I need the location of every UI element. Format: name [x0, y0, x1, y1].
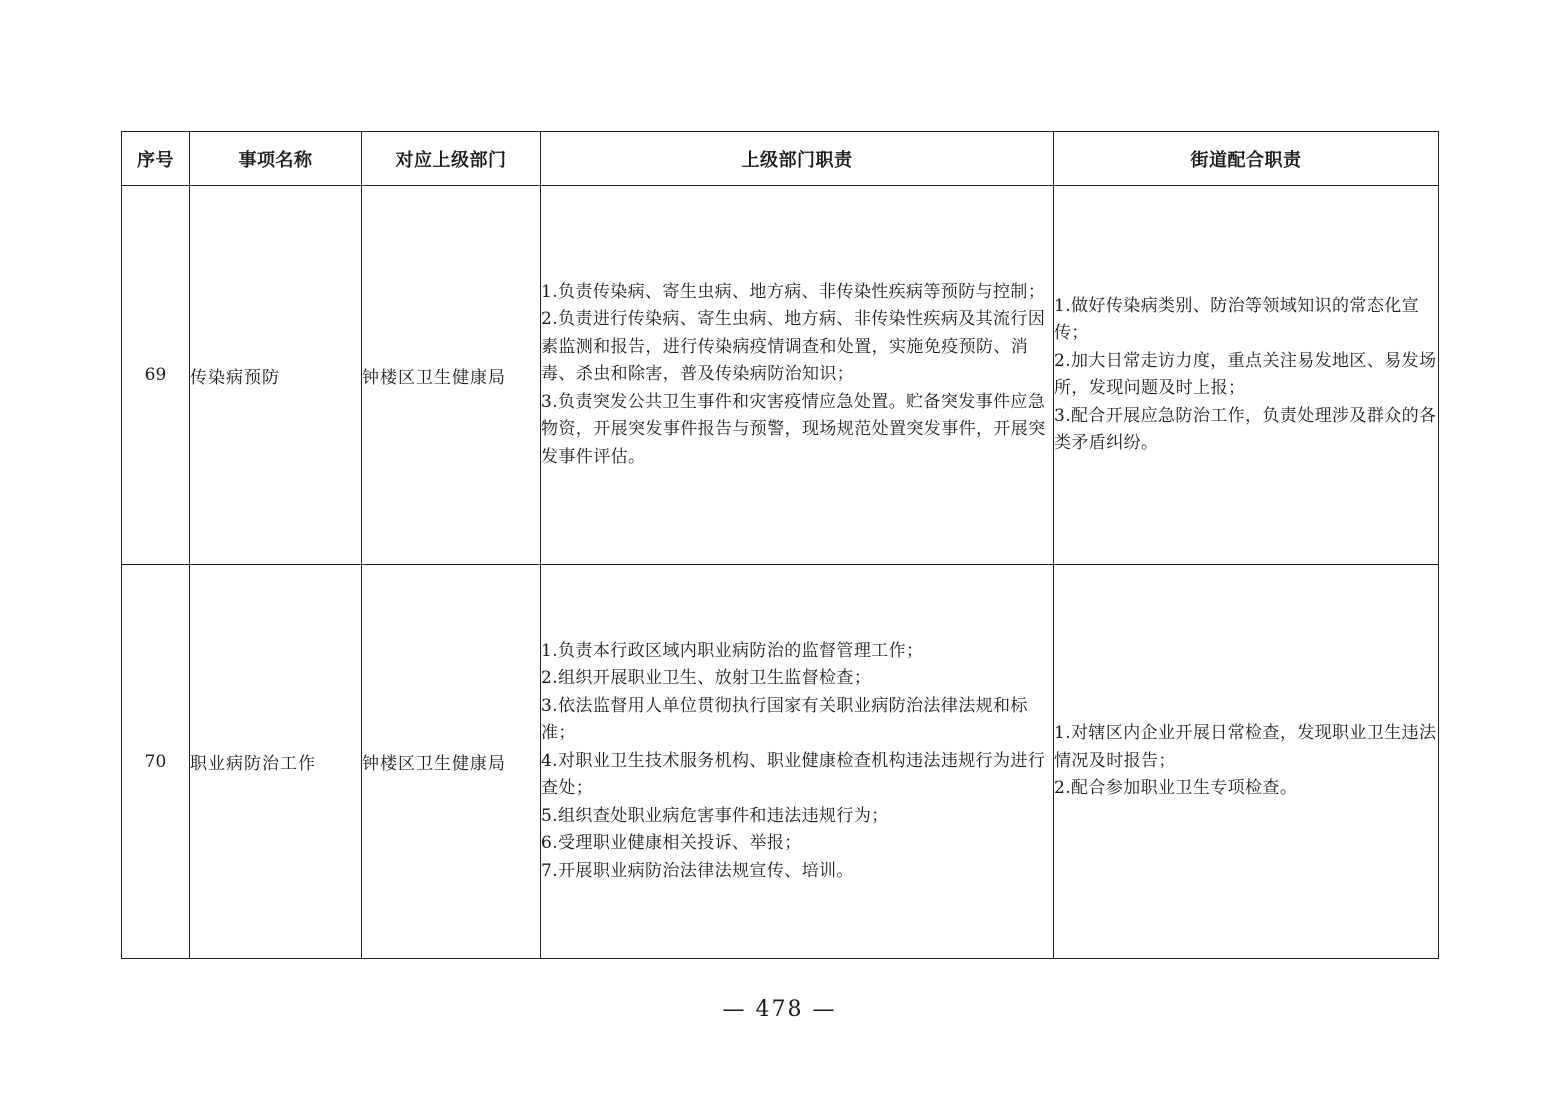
cell-item-name: 职业病防治工作	[190, 565, 362, 959]
duty-item: 5.组织查处职业病危害事件和违法违规行为；	[541, 805, 889, 826]
coop-item: 3.配合开展应急防治工作，负责处理涉及群众的各类矛盾纠纷。	[1054, 405, 1437, 453]
table-header-row	[122, 132, 1439, 186]
cell-superior-duties	[541, 186, 1054, 565]
coop-item: 2.加大日常走访力度，重点关注易发地区、易发场所，发现问题及时上报；	[1054, 350, 1437, 398]
duty-item: 6.受理职业健康相关投诉、举报；	[541, 833, 802, 854]
duty-item: 2.负责进行传染病、寄生虫病、地方病、非传染性疾病及其流行因素监测和报告，进行传染病疫情调查和处置，实施免疫预防、消毒、杀虫和除害，普及传染病防治知识；	[541, 309, 1046, 385]
header-superior-duties: 上级部门职责	[541, 132, 1054, 186]
duty-item: 2.组织开展职业卫生、放射卫生监督检查；	[541, 668, 872, 689]
coop-item: 1.做好传染病类别、防治等领域知识的常态化宣传；	[1054, 295, 1420, 343]
header-street-cooperation-duties: 街道配合职责	[1054, 132, 1439, 186]
duty-item: 1.负责本行政区域内职业病防治的监督管理工作；	[541, 640, 924, 661]
duty-item: 3.负责突发公共卫生事件和灾害疫情应急处置。贮备突发事件应急物资，开展突发事件报告与预警，现场规范处置突发事件，开展突发事件评估。	[541, 391, 1046, 467]
header-item-name: 事项名称	[190, 132, 362, 186]
table-row	[122, 186, 1439, 565]
duty-item: 4.对职业卫生技术服务机构、职业健康检查机构违法违规行为进行查处；	[541, 750, 1046, 799]
duty-item: 3.依法监督用人单位贯彻执行国家有关职业病防治法律法规和标准；	[541, 695, 1028, 744]
coop-item: 1.对辖区内企业开展日常检查，发现职业卫生违法情况及时报告；	[1054, 723, 1437, 771]
cell-item-name: 传染病预防	[190, 186, 362, 565]
page-number: — 478 —	[722, 997, 837, 1022]
coop-item: 2.配合参加职业卫生专项检查。	[1054, 778, 1298, 799]
cell-street-cooperation-duties	[1054, 186, 1439, 565]
duty-item: 7.开展职业病防治法律法规宣传、培训。	[541, 860, 854, 881]
cell-superior-department: 钟楼区卫生健康局	[362, 186, 541, 565]
responsibility-table	[121, 131, 1439, 959]
header-superior-department: 对应上级部门	[362, 132, 541, 186]
cell-superior-department: 钟楼区卫生健康局	[362, 565, 541, 959]
cell-serial-number: 69	[122, 186, 190, 565]
cell-serial-number: 70	[122, 565, 190, 959]
header-serial-number: 序号	[122, 132, 190, 186]
table-row	[122, 565, 1439, 959]
cell-street-cooperation-duties	[1054, 565, 1439, 959]
cell-superior-duties	[541, 565, 1054, 959]
duty-item: 1.负责传染病、寄生虫病、地方病、非传染性疾病等预防与控制；	[541, 281, 1046, 302]
